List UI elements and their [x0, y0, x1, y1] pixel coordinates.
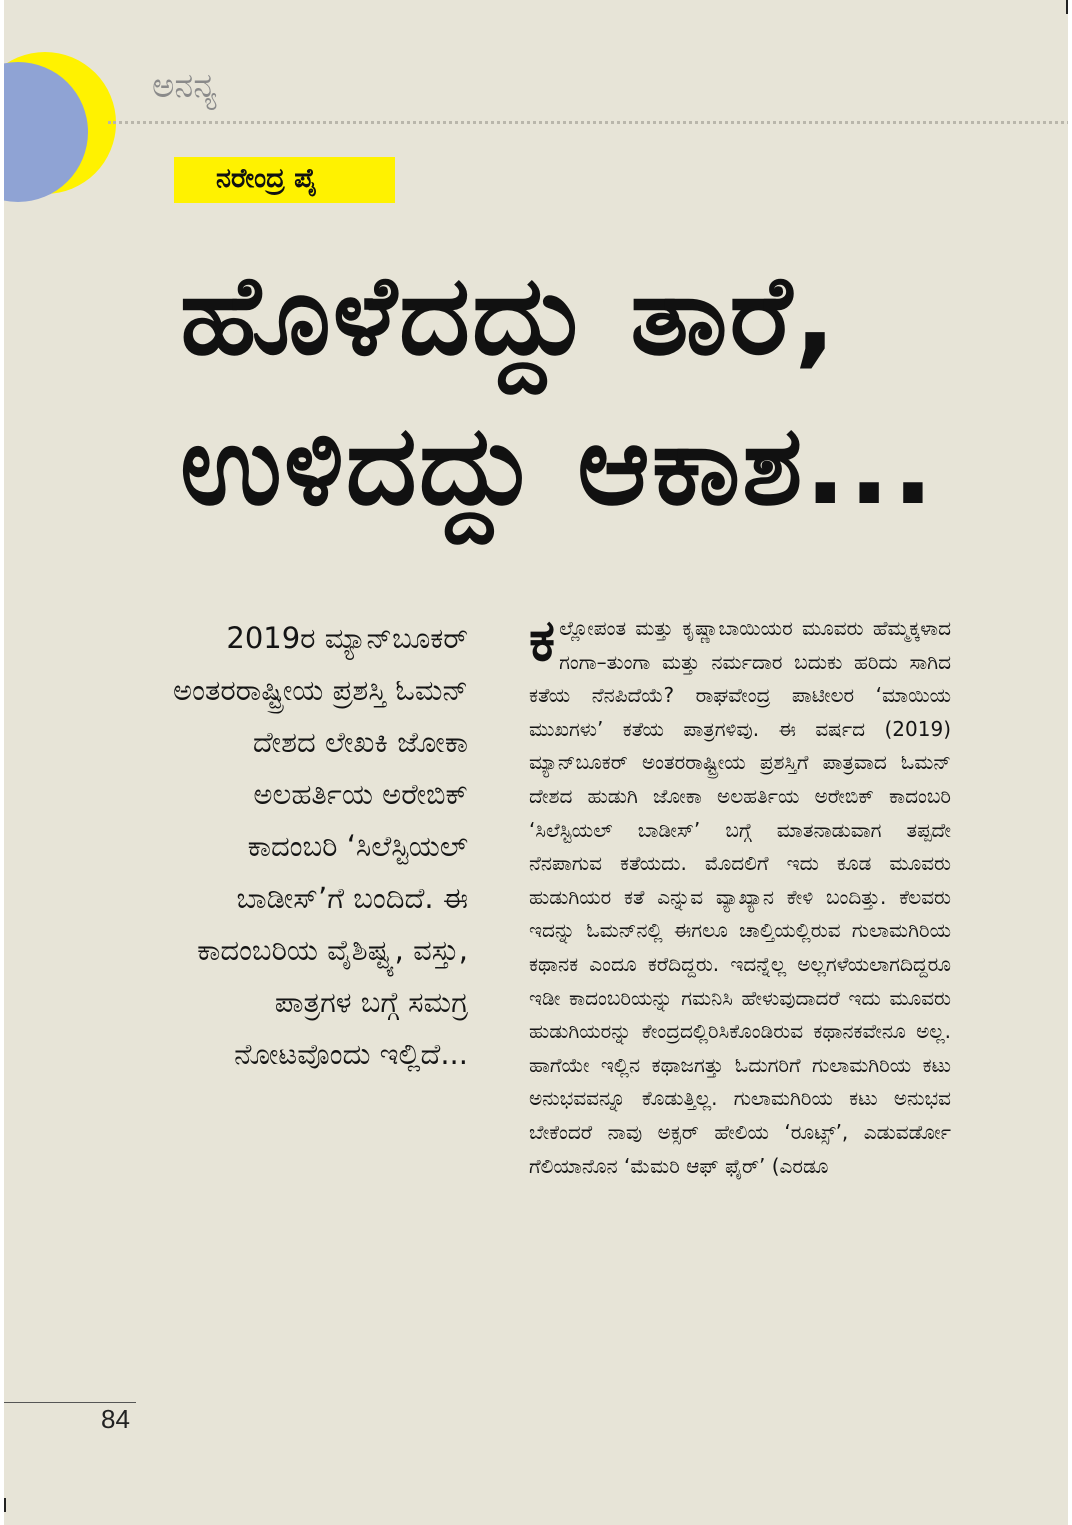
page-number: 84 — [101, 1404, 130, 1434]
footer-rule — [4, 1402, 136, 1403]
title-line-1: ಹೊಳೆದದ್ದು ತಾರೆ, — [180, 251, 838, 379]
intro-blurb: 2019ರ ಮ್ಯಾನ್‌ಬೂಕರ್ ಅಂತರರಾಷ್ಟ್ರೀಯ ಪ್ರಶಸ್ತಿ ಓಮನ್ ದೇಶದ ಲೇಖಕಿ ಜೋಕಾ ಅಲಹರ್ತಿಯ ಅರೇಬಿಕ್ ಕಾದಂಬರಿ ‘ಸಿಲೆಸ್ಟಿಯಲ್ ಬಾಡೀಸ್’ಗೆ ಬಂದಿದೆ. ಈ ಕಾದಂಬರಿಯ ವೈಶಿಷ್ಟ್ಯ, ವಸ್ತು, ಪಾತ್ರಗಳ ಬಗ್ಗೆ ಸಮಗ್ರ ನೋಟವೊಂದು ಇಲ್ಲಿದೆ... — [173, 621, 468, 1071]
crop-mark — [4, 1498, 6, 1512]
drop-cap: ಕ — [529, 606, 556, 674]
section-label: ಅನನ್ಯ — [152, 66, 217, 106]
article-body — [529, 606, 951, 1183]
dotted-divider — [108, 121, 1068, 124]
magazine-page — [4, 0, 1068, 1525]
author-name: ನರೇಂದ್ರ ಪೈ — [216, 163, 318, 194]
article-title — [180, 240, 1000, 540]
title-line-2: ಉಳಿದದ್ದು ಆಕಾಶ... — [180, 401, 936, 529]
crop-mark — [1066, 0, 1068, 14]
author-highlight — [174, 157, 395, 203]
article-body-text: ಲ್ಲೋಪಂತ ಮತ್ತು ಕೃಷ್ಣಾಬಾಯಿಯರ ಮೂವರು ಹೆಮ್ಮಕ್ಕಳಾದ ಗಂಗಾ–ತುಂಗಾ ಮತ್ತು ನರ್ಮದಾರ ಬದುಕು ಹರಿದು ಸಾಗಿದ ಕತೆಯ ನೆನಪಿದೆಯೆ? ರಾಘವೇಂದ್ರ ಪಾಟೀಲರ ‘ಮಾಯಿಯ ಮುಖಗಳು’ ಕತೆಯ ಪಾತ್ರಗಳಿವು. ಈ ವರ್ಷದ (2019) ಮ್ಯಾನ್‌ಬೂಕರ್ ಅಂತರರಾಷ್ಟ್ರೀಯ ಪ್ರಶಸ್ತಿಗೆ ಪಾತ್ರವಾದ ಓಮನ್ ದೇಶದ ಹುಡುಗಿ ಜೋಕಾ ಅಲಹರ್ತಿಯ ಅರೇಬಿಕ್ ಕಾದಂಬರಿ ‘ಸಿಲೆಸ್ಟಿಯಲ್ ಬಾಡೀಸ್’ ಬಗ್ಗೆ ಮಾತನಾಡುವಾಗ ತಪ್ಪದೇ ನೆನಪಾಗುವ ಕತೆಯದು. ಮೊದಲಿಗೆ ಇದು ಕೂಡ ಮೂವರು ಹುಡುಗಿಯರ ಕತೆ ಎನ್ನುವ ವ್ಯಾಖ್ಯಾನ ಕೇಳಿ ಬಂದಿತ್ತು. ಕೆಲವರು ಇದನ್ನು ಓಮನ್‌ನಲ್ಲಿ ಈಗಲೂ ಚಾಲ್ತಿಯಲ್ಲಿರುವ ಗುಲಾಮಗಿರಿಯ ಕಥಾನಕ ಎಂದೂ ಕರೆದಿದ್ದರು. ಇದನ್ನೆಲ್ಲ ಅಲ್ಲಗಳೆಯಲಾಗದಿದ್ದರೂ ಇಡೀ ಕಾದಂಬರಿಯನ್ನು ಗಮನಿಸಿ ಹೇಳುವುದಾದರೆ ಇದು ಮೂವರು ಹುಡುಗಿಯರನ್ನು ಕೇಂದ್ರದಲ್ಲಿರಿಸಿಕೊಂಡಿರುವ ಕಥಾನಕವೇನೂ ಅಲ್ಲ. ಹಾಗೆಯೇ ಇಲ್ಲಿನ ಕಥಾಜಗತ್ತು ಓದುಗರಿಗೆ ಗುಲಾಮಗಿರಿಯ ಕಟು ಅನುಭವವನ್ನೂ ಕೊಡುತ್ತಿಲ್ಲ. ಗುಲಾಮಗಿರಿಯ ಕಟು ಅನುಭವ ಬೇಕೆಂದರೆ ನಾವು ಅಕ್ಸರ್ ಹೇಲಿಯ ‘ರೂಟ್ಸ್’, ಎಡುವರ್ಡೋ ಗೆಲಿಯಾನೊನ ‘ಮೆಮರಿ ಆಫ್ ಫೈರ್’ (ಎರಡೂ — [529, 616, 951, 1178]
